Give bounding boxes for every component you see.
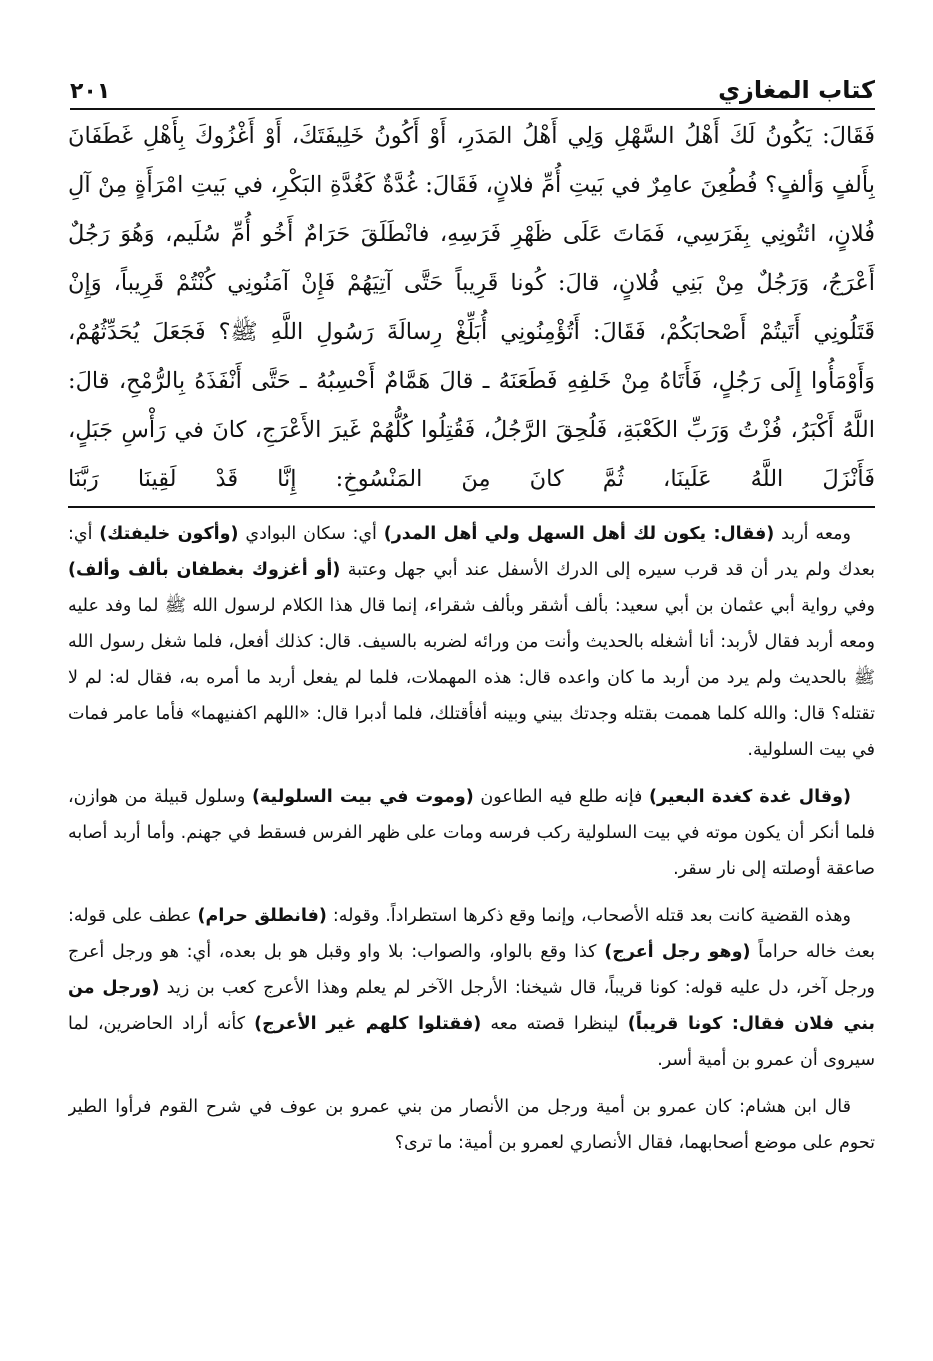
book-title: كتاب المغازي — [718, 76, 875, 104]
commentary-paragraph — [68, 898, 875, 1078]
commentary-text: أي: سكان البوادي — [238, 524, 384, 544]
commentary-paragraph — [68, 779, 875, 887]
commentary-paragraph — [68, 1089, 875, 1161]
commentary-text: عطف على قوله: بعث خاله حراماً — [68, 906, 875, 962]
commentary-text: كأنه أراد الحاضرين، لما سيروى أن عمرو بن أمية أسر. — [68, 1014, 875, 1070]
commentary-text: قال ابن هشام: كان عمرو بن أمية ورجل من الأنصار من بني عمرو بن عوف في شرح القوم فرأوا الطير تحوم على موضع أصحابهما، فقال الأنصاري لعمرو بن أمية: ما ترى؟ — [68, 1097, 875, 1153]
page-number: ٢٠١ — [70, 79, 111, 104]
hadith-text-block — [68, 112, 875, 504]
quoted-phrase: (وموت في بيت السلولية) — [251, 787, 474, 807]
quoted-phrase: (فقال: يكون لك أهل السهل ولي أهل المدر) — [383, 524, 775, 544]
quoted-phrase: (فانطلق حرام) — [197, 906, 327, 926]
quoted-phrase: (وقال غدة كغدة البعير) — [649, 787, 852, 807]
commentary-text: وسلول قبيلة من هوازن، فلما أنكر أن يكون موته في بيت السلولية ركب فرسه ومات على ظهر الفرس فسقط في جهنم. وأما أربد أصابه صاعقة أوصلته إلى نار سقر. — [68, 787, 875, 879]
quoted-phrase: (وأكون خليفتك) — [99, 524, 239, 544]
quoted-phrase: (أو أغزوك بغطفان بألف وألف) — [68, 560, 341, 580]
page-header — [70, 58, 875, 110]
quoted-phrase: (وهو رجل أعرج) — [604, 942, 751, 962]
commentary-text: ومعه أربد — [774, 524, 851, 544]
commentary-text: كذا وقع بالواو، والصواب: بلا واو وقبل هو بل بعده، أي: هو ورجل أعرج ورجل آخر، دل عليه قوله: كونا قريباً، قال شيخنا: الأرجل الآخر لم يعلم وهذا الأعرج كعب بن زيد — [68, 942, 875, 998]
commentary-block — [68, 516, 875, 1341]
commentary-text: وفي رواية أبي عثمان بن أبي سعيد: بألف أشقر وبألف شقراء، إنما قال هذا الكلام لرسول الله ﷺ لما وفد عليه ومعه أربد فقال لأربد: أنا أشغله بالحديث وأنت من ورائه لضربه بالسيف. قال: كذلك أفعل، فلما شغل رسول الله ﷺ بالحديث ولم يرد من أربد ما كان واعده قال: هذه المهملات، فلما لم يفعل أربد ما أمره به، فقال له: لم لا تقتله؟ قال: والله كلما هممت بقتله وجدتك بيني وبينه أفأقتلك، فلما أدبرا قال: «اللهم اكفنيهما» فأما عامر فمات في بيت السلولية. — [68, 596, 875, 760]
quoted-phrase: (فقتلوا كلهم غير الأعرج) — [254, 1014, 482, 1034]
quoted-phrase: (ورجل من بني فلان فقال: كونا قريباً) — [68, 978, 875, 1034]
section-divider — [68, 506, 875, 508]
commentary-paragraph — [68, 516, 875, 768]
commentary-text: لينظرا قصته معه — [481, 1014, 628, 1034]
commentary-text: وهذه القضية كانت بعد قتله الأصحاب، وإنما وقع ذكرها استطراداً. وقوله: — [326, 906, 851, 926]
commentary-text: أي: بعدك ولم يدر أن قد قرب سيره إلى الدرك الأسفل عند أبي جهل وعتبة — [68, 524, 875, 580]
hadith-text: فَقَالَ: يَكُونُ لَكَ أَهْلُ السَّهْلِ وَلِي أَهْلُ المَدَرِ، أَوْ أَكُونُ خَلِيفَتَكَ، أَوْ أَغْزُوكَ بِأَهْلِ غَطَفَانَ بِأَلفٍ وَألفٍ؟ فُطُعِنَ عامِرٌ في بَيتِ أُمِّ فلانٍ، فَقَالَ: غُدَّةٌ كَغُدَّةِ البَكْرِ، في بَيتِ امْرَأَةٍ مِنْ آلِ فُلانٍ، ائتُونِي بِفَرَسِي، فَمَاتَ عَلَى ظَهْرِ فَرَسِهِ، فانْطَلَقَ حَرَامٌ أَخُو أُمِّ سُلَيم، وَهُوَ رَجُلٌ أَعْرَجُ، وَرَجُلٌ مِنْ بَنِي فُلانٍ، قالَ: كُونا قَرِيباً حَتَّى آتِيَهُمْ فَإِنْ آمَنُونِي كُنْتُمْ قَرِيباً، وَإِنْ قَتَلُونِي أَتَيتُمْ أَصْحابَكُمْ، فَقَالَ: أَتُؤْمِنُونِي أُبَلِّغْ رِسالَةَ رَسُولِ اللَّهِ ﷺ؟ فَجَعَلَ يُحَدِّثُهُمْ، وَأَوْمَأُوا إِلَى رَجُلٍ، فَأَتَاهُ مِنْ خَلفِهِ فَطَعَنَهُ ـ قالَ هَمَّامٌ أَحْسِبُهُ ـ حَتَّى أَنْفَذَهُ بِالرُّمْحِ، قالَ: اللَّهُ أَكْبَرُ، فُزْتُ وَرَبِّ الكَعْبَةِ، فَلُحِقَ الرَّجُلُ، فَقُتِلُوا كُلُّهُمْ غَيرَ الأَعْرَجِ، كانَ في رَأْسِ جَبَلٍ، فَأَنْزَلَ اللَّهُ عَلَينَا، ثُمَّ كانَ مِنَ المَنْسُوخِ: إِنَّا قَدْ لَقِينَا رَبَّنَا — [68, 123, 875, 492]
commentary-text: فإنه طلع فيه الطاعون — [473, 787, 650, 807]
